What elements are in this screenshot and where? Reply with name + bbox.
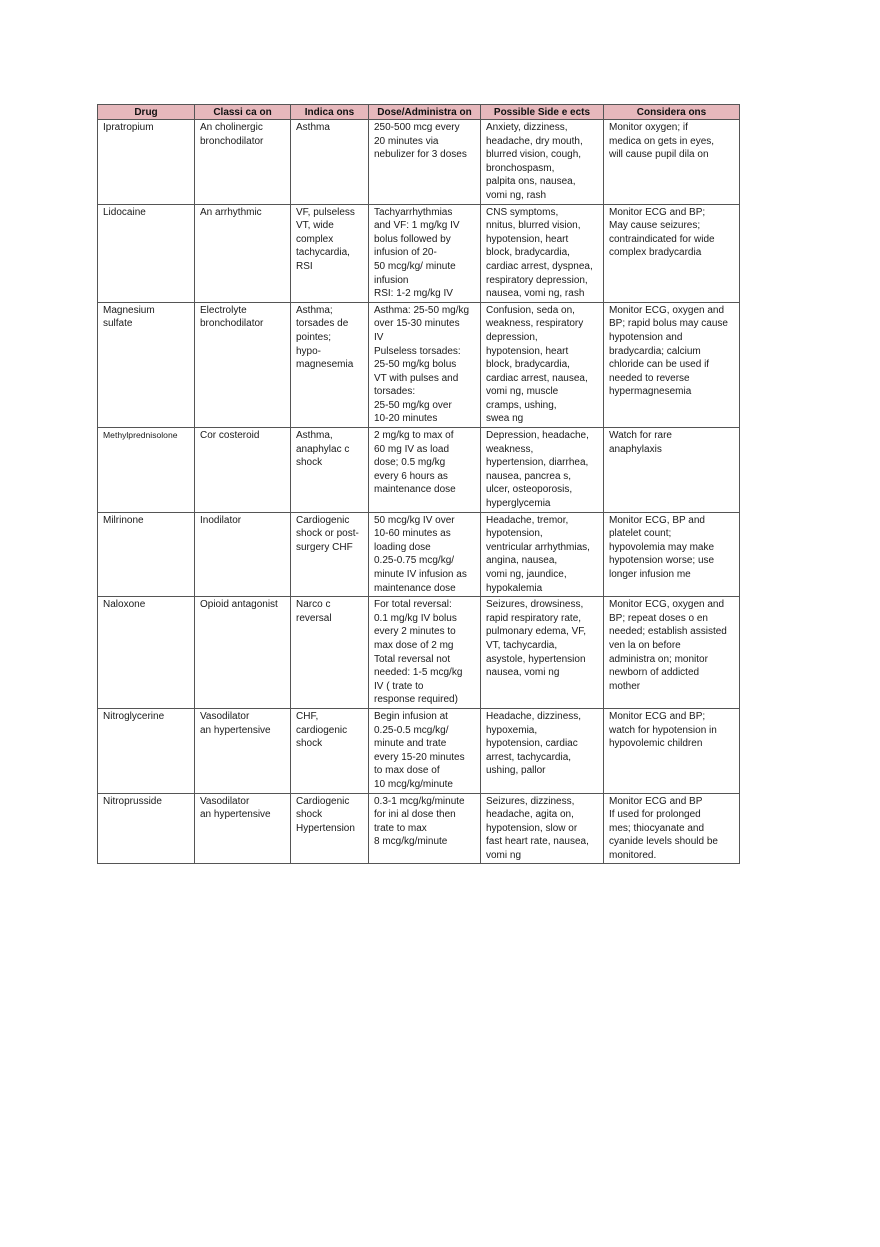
classification-cell: Vasodilator an hypertensive (195, 708, 291, 793)
classification-cell: Vasodilator an hypertensive (195, 793, 291, 864)
considerations-cell: Monitor oxygen; if medica on gets in eyes, will cause pupil dila on (604, 120, 740, 205)
dose-cell: For total reversal: 0.1 mg/kg IV bolus every 2 minutes to max dose of 2 mg Total reversal not needed: 1-5 mcg/kg IV ( trate to response required) (369, 597, 481, 709)
considerations-cell: Monitor ECG and BP If used for prolonged mes; thiocyanate and cyanide levels should be monitored. (604, 793, 740, 864)
classification-cell: Inodilator (195, 512, 291, 597)
drug-cell: Lidocaine (98, 204, 195, 302)
indications-cell: Narco c reversal (291, 597, 369, 709)
dose-cell: 250-500 mcg every 20 minutes via nebulizer for 3 doses (369, 120, 481, 205)
classification-cell: Electrolyte bronchodilator (195, 302, 291, 427)
drug-cell: Ipratropium (98, 120, 195, 205)
indications-cell: Asthma, anaphylac c shock (291, 428, 369, 513)
considerations-cell: Monitor ECG and BP; May cause seizures; contraindicated for wide complex bradycardia (604, 204, 740, 302)
indications-cell: Asthma; torsades de pointes; hypo- magnesemia (291, 302, 369, 427)
dose-cell: 2 mg/kg to max of 60 mg IV as load dose; 0.5 mg/kg every 6 hours as maintenance dose (369, 428, 481, 513)
considerations-cell: Monitor ECG, BP and platelet count; hypovolemia may make hypotension worse; use longer infusion me (604, 512, 740, 597)
dose-cell: 0.3-1 mcg/kg/minute for ini al dose then trate to max 8 mcg/kg/minute (369, 793, 481, 864)
considerations-cell: Monitor ECG, oxygen and BP; rapid bolus may cause hypotension and bradycardia; calcium chloride can be used if needed to reverse hypermagnesemia (604, 302, 740, 427)
table-row (98, 428, 740, 513)
header-considerations: Considera ons (604, 105, 740, 120)
table-row (98, 708, 740, 793)
drug-cell: Naloxone (98, 597, 195, 709)
table-row (98, 302, 740, 427)
side-effects-cell: CNS symptoms, nnitus, blurred vision, hypotension, heart block, bradycardia, cardiac arrest, dyspnea, respiratory depression, nausea, vomi ng, rash (481, 204, 604, 302)
header-dose: Dose/Administra on (369, 105, 481, 120)
classification-cell: An cholinergic bronchodilator (195, 120, 291, 205)
side-effects-cell: Seizures, drowsiness, rapid respiratory rate, pulmonary edema, VF, VT, tachycardia, asystole, hypertension nausea, vomi ng (481, 597, 604, 709)
header-indications: Indica ons (291, 105, 369, 120)
side-effects-cell: Anxiety, dizziness, headache, dry mouth, blurred vision, cough, bronchospasm, palpita ons, nausea, vomi ng, rash (481, 120, 604, 205)
drug-cell: Methylprednisolone (98, 428, 195, 513)
table-header-row (98, 105, 740, 120)
table-row (98, 204, 740, 302)
table-row (98, 597, 740, 709)
dose-cell: Tachyarrhythmias and VF: 1 mg/kg IV bolus followed by infusion of 20- 50 mcg/kg/ minute infusion RSI: 1-2 mg/kg IV (369, 204, 481, 302)
drug-reference-table (97, 104, 740, 864)
table-row (98, 120, 740, 205)
drug-cell: Milrinone (98, 512, 195, 597)
side-effects-cell: Seizures, dizziness, headache, agita on, hypotension, slow or fast heart rate, nausea, vomi ng (481, 793, 604, 864)
table-row (98, 512, 740, 597)
drug-cell: Magnesium sulfate (98, 302, 195, 427)
indications-cell: Cardiogenic shock or post- surgery CHF (291, 512, 369, 597)
considerations-cell: Watch for rare anaphylaxis (604, 428, 740, 513)
side-effects-cell: Headache, dizziness, hypoxemia, hypotension, cardiac arrest, tachycardia, ushing, pallor (481, 708, 604, 793)
classification-cell: Cor costeroid (195, 428, 291, 513)
dose-cell: 50 mcg/kg IV over 10-60 minutes as loading dose 0.25-0.75 mcg/kg/ minute IV infusion as maintenance dose (369, 512, 481, 597)
considerations-cell: Monitor ECG, oxygen and BP; repeat doses o en needed; establish assisted ven la on before administra on; monitor newborn of addicted mother (604, 597, 740, 709)
indications-cell: VF, pulseless VT, wide complex tachycardia, RSI (291, 204, 369, 302)
dose-cell: Begin infusion at 0.25-0.5 mcg/kg/ minute and trate every 15-20 minutes to max dose of 10 mcg/kg/minute (369, 708, 481, 793)
table-row (98, 793, 740, 864)
header-side-effects: Possible Side e ects (481, 105, 604, 120)
classification-cell: Opioid antagonist (195, 597, 291, 709)
drug-cell: Nitroglycerine (98, 708, 195, 793)
side-effects-cell: Headache, tremor, hypotension, ventricular arrhythmias, angina, nausea, vomi ng, jaundice, hypokalemia (481, 512, 604, 597)
drug-cell: Nitroprusside (98, 793, 195, 864)
side-effects-cell: Depression, headache, weakness, hypertension, diarrhea, nausea, pancrea s, ulcer, osteoporosis, hyperglycemia (481, 428, 604, 513)
indications-cell: Asthma (291, 120, 369, 205)
considerations-cell: Monitor ECG and BP; watch for hypotension in hypovolemic children (604, 708, 740, 793)
dose-cell: Asthma: 25-50 mg/kg over 15-30 minutes IV Pulseless torsades: 25-50 mg/kg bolus VT with pulses and torsades: 25-50 mg/kg over 10-20 minutes (369, 302, 481, 427)
side-effects-cell: Confusion, seda on, weakness, respiratory depression, hypotension, heart block, bradycardia, cardiac arrest, nausea, vomi ng, muscle cramps, ushing, swea ng (481, 302, 604, 427)
header-classification: Classi ca on (195, 105, 291, 120)
indications-cell: CHF, cardiogenic shock (291, 708, 369, 793)
indications-cell: Cardiogenic shock Hypertension (291, 793, 369, 864)
header-drug: Drug (98, 105, 195, 120)
classification-cell: An arrhythmic (195, 204, 291, 302)
